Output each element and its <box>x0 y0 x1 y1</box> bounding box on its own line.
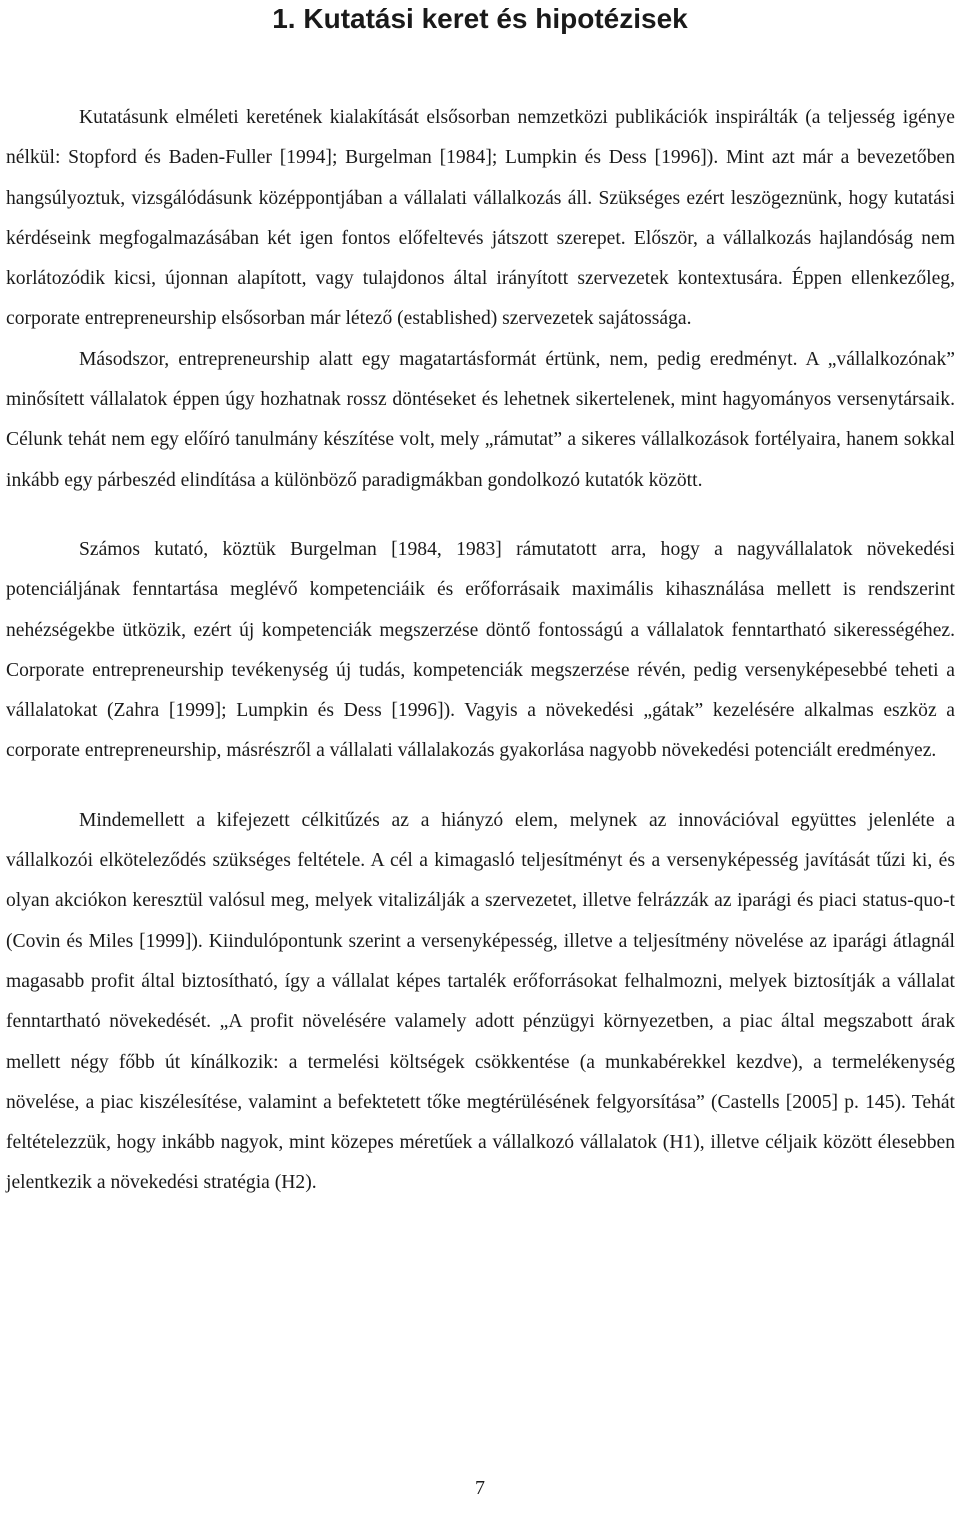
paragraph-3: Számos kutató, köztük Burgelman [1984, 1983] rámutatott arra, hogy a nagyvállalatok növekedési potenciáljának fenntartása meglévő kompetenciáik és erőforrásaik maximális kihasználása mellett is rendszerint nehézségekbe ütközik, ezért új kompetenciák megszerzése döntő fontosságú a vállalatok fenntartható sikerességéhez. Corporate entrepreneurship tevékenység új tudás, kompetenciák megszerzése révén, pedig versenyképesebbé teheti a vállalatokat (Zahra [1999]; Lumpkin és Dess [1996]). Vagyis a növekedési „gátak” kezelésére alkalmas eszköz a corporate entrepreneurship, másrészről a vállalati vállalakozás gyakorlása nagyobb növekedési potenciált eredményez. <box>6 538 955 762</box>
body-text <box>6 98 955 1204</box>
page-title: 1. Kutatási keret és hipotézisek <box>272 3 688 34</box>
paragraph-1: Kutatásunk elméleti keretének kialakítását elsősorban nemzetközi publikációk inspirálták (a teljesség igénye nélkül: Stopford és Baden-Fuller [1994]; Burgelman [1984]; Lumpkin és Dess [1996]). Mint azt már a bevezetőben hangsúlyoztuk, vizsgálódásunk középpontjában a vállalati vállalkozás áll. Szükséges ezért leszögeznünk, hogy kutatási kérdéseink megfogalmazásában két igen fontos előfeltevés játszott szerepet. Először, a vállalkozás hajlandóság nem korlátozódik kicsi, újonnan alapított, vagy tulajdonos által irányított szervezetek kontextusára. Éppen ellenkezőleg, corporate entrepreneurship elsősorban már létező (established) szervezetek sajátossága. <box>6 107 955 330</box>
paragraph-4: Mindemellett a kifejezett célkitűzés az a hiányzó elem, melynek az innovációval együttes jelenléte a vállalkozói elköteleződés szükséges feltétele. A cél a kimagasló teljesítményt és a versenyképesség javítását tűzi ki, és olyan akciókon keresztül valósul meg, melyek vitalizálják a szervezetet, illetve felrázzák az iparági és piaci status-quo-t (Covin és Miles [1999]). Kiindulópontunk szerint a versenyképesség, illetve a teljesítmény növelése az iparági átlagnál magasabb profit által biztosítható, így a vállalat képes tartalék erőforrásokat felhalmozni, melyek biztosítják a vállalat fenntartható növekedését. „A profit növelésére valamely adott pénzügyi környezetben, a piac által megszabott árak mellett négy főbb út kínálkozik: a termelési költségek csökkentése (a munkabérekkel kezdve), a termelékenység növelése, a piac kiszélesítése, valamint a befektetett tőke megtérülésének felgyorsítása” (Castells [2005] p. 145). Tehát feltételezzük, hogy inkább nagyok, mint közepes méretűek a vállalkozó vállalatok (H1), illetve céljaik között élesebben jelentkezik a növekedési stratégia (H2). <box>6 809 955 1194</box>
paragraph-2: Másodszor, entrepreneurship alatt egy magatartásformát értünk, nem, pedig eredményt. A „vállalkozónak” minősített vállalatok éppen úgy hozhatnak rossz döntéseket és lehetnek sikertelenek, mint hagyományos versenytársaik. Célunk tehát nem egy előíró tanulmány készítése volt, mely „rámutat” a sikeres vállalkozások fortélyaira, hanem sokkal inkább egy párbeszéd elindítása a különböző paradigmákban gondolkozó kutatók között. <box>6 348 955 491</box>
page-number: 7 <box>475 1477 485 1499</box>
